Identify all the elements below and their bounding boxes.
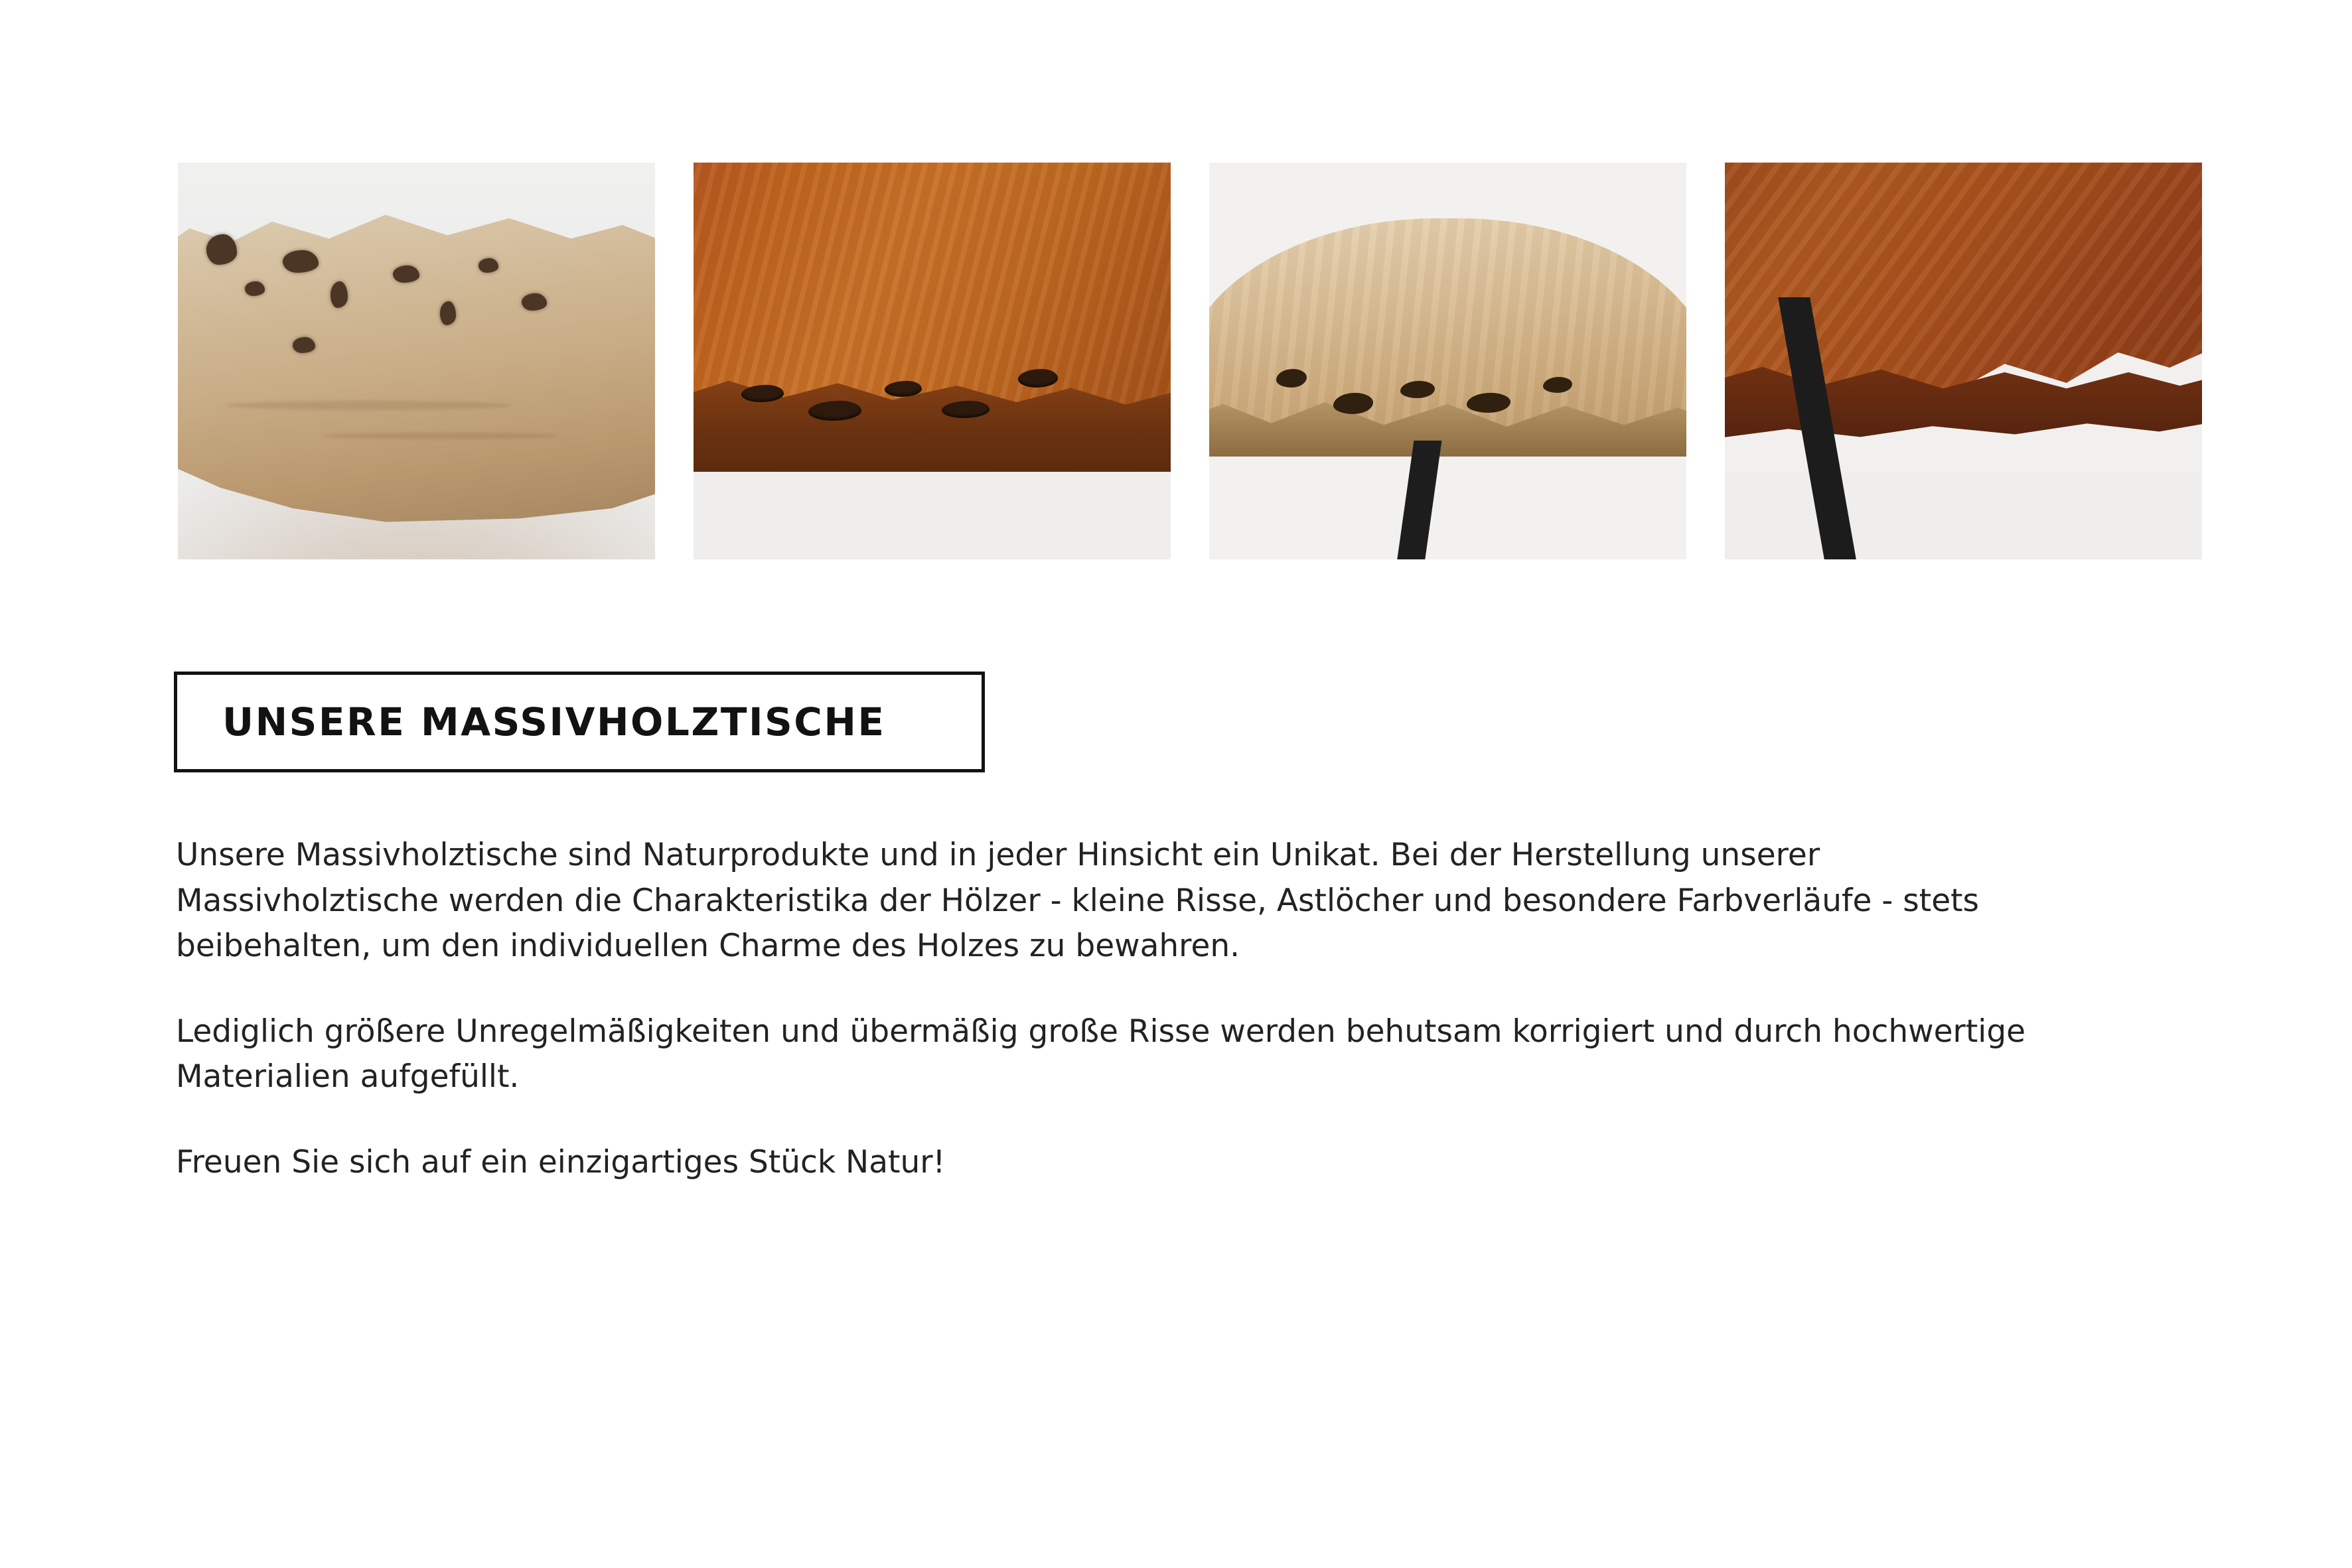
knot-hole-icon	[393, 265, 419, 283]
knot-hole-icon	[283, 250, 319, 273]
paragraph-1: Unsere Massivholztische sind Naturprodukte und in jeder Hinsicht ein Unikat. Bei der Herstellung unserer Massivholztische werden die Charakteristika der Hölzer - kleine Risse, Astlöcher und besondere Farbverläufe - stets beibehalten, um den individuellen Charme des Holzes zu bewahren.	[176, 837, 1980, 965]
image-gallery	[178, 163, 2229, 559]
knot-hole-icon	[1276, 369, 1307, 388]
knot-hole-icon	[206, 234, 237, 265]
filled-crack-icon	[885, 381, 922, 397]
photo-backdrop	[694, 472, 1171, 559]
photo-backdrop	[1209, 457, 1686, 559]
filled-crack-icon	[741, 385, 784, 402]
paragraph-2: Lediglich größere Unregelmäßigkeiten und übermäßig große Risse werden behutsam korrigiert und durch hochwertige Materialien aufgefüllt.	[176, 1013, 2026, 1096]
knot-hole-icon	[293, 337, 315, 353]
paragraph-3: Freuen Sie sich auf ein einzigartiges Stück Natur!	[176, 1144, 946, 1181]
gallery-image-3	[1209, 163, 1686, 559]
filled-crack-icon	[942, 401, 990, 418]
knot-hole-icon	[522, 293, 547, 311]
wood-grain-texture	[226, 401, 512, 410]
gallery-image-1	[178, 163, 655, 559]
wood-grain-texture	[321, 433, 560, 439]
knot-hole-icon	[331, 281, 348, 308]
gallery-image-4	[1725, 163, 2202, 559]
gallery-image-2	[694, 163, 1171, 559]
page-title: UNSERE MASSIVHOLZTISCHE	[222, 699, 886, 745]
wood-slab-light-shape	[178, 194, 655, 535]
photo-backdrop	[1725, 472, 2202, 559]
knot-hole-icon	[245, 281, 265, 296]
section-heading-box	[174, 672, 985, 772]
knot-hole-icon	[478, 258, 498, 273]
body-copy	[176, 833, 2047, 1186]
knot-hole-icon	[1400, 381, 1435, 398]
